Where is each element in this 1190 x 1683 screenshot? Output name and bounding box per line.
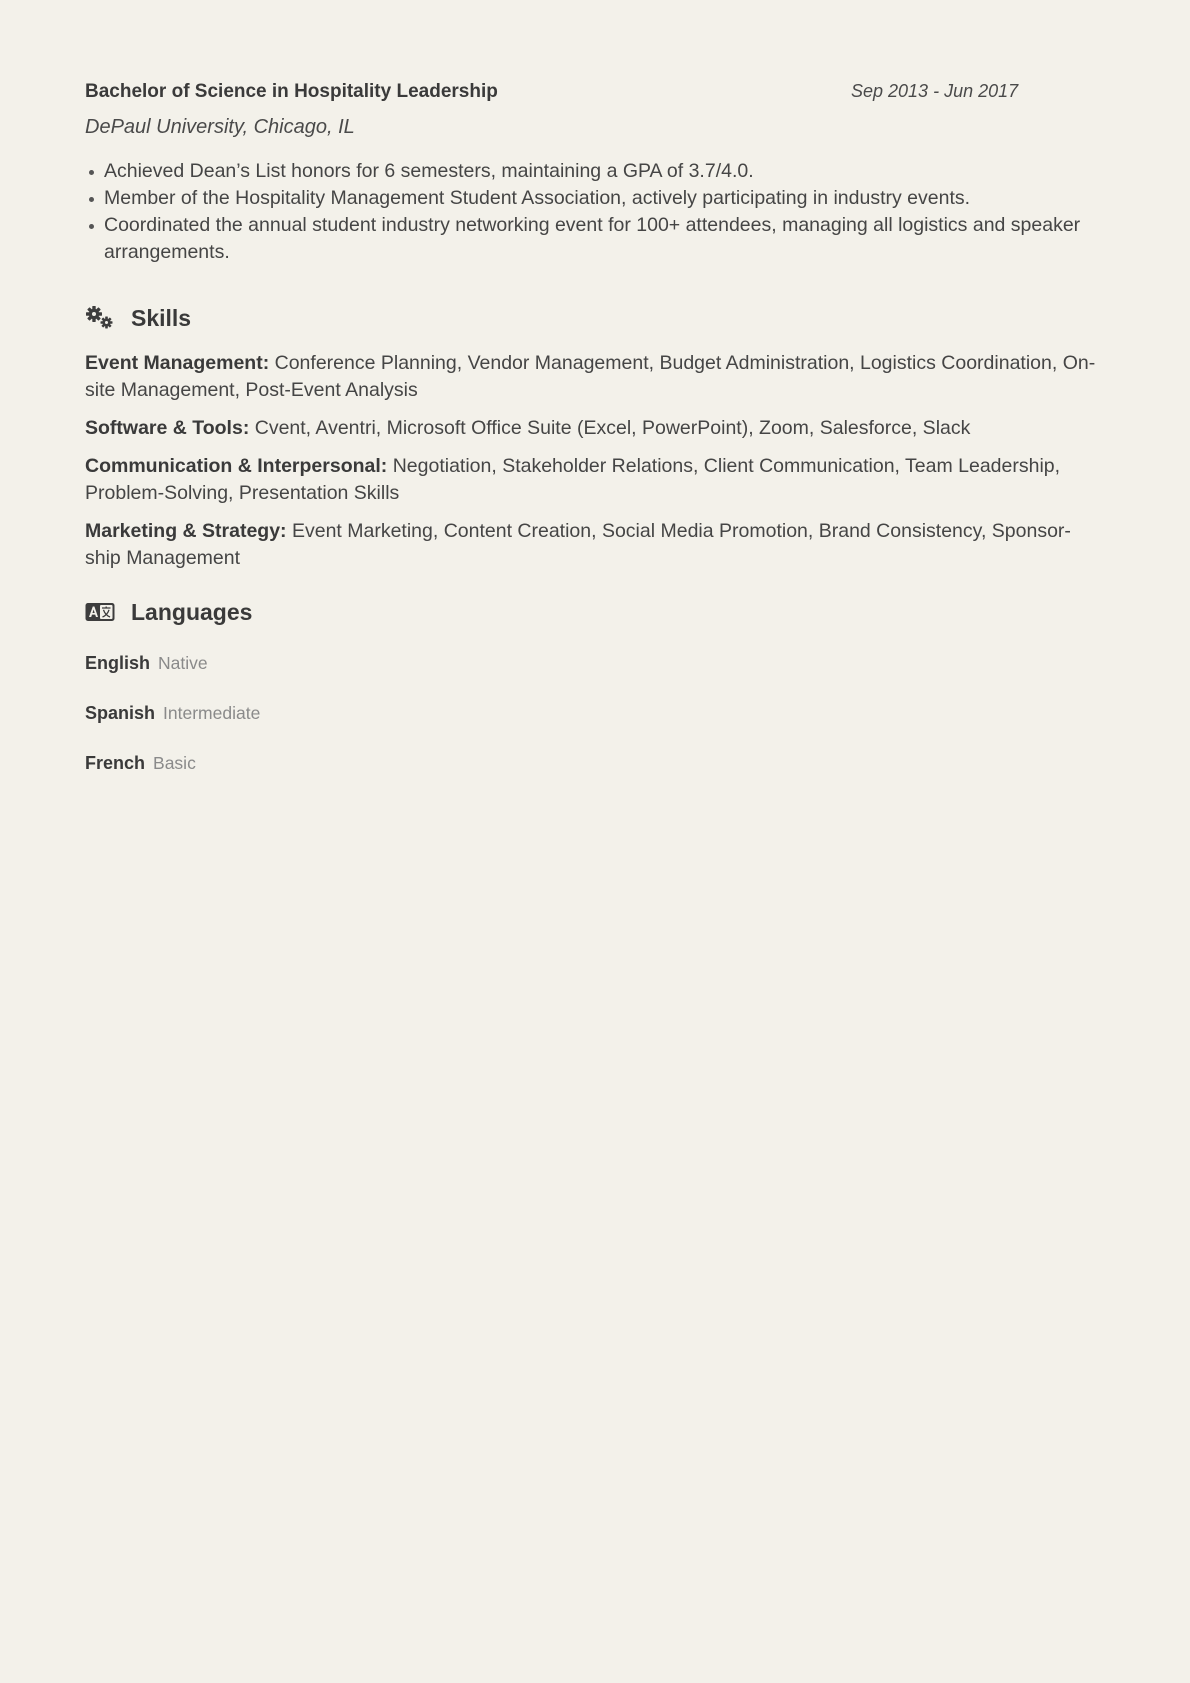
education-dates: Sep 2013 - Jun 2017 xyxy=(851,81,1019,101)
school-name: DePaul University, Chicago, IL xyxy=(85,116,355,138)
skill-row xyxy=(85,453,1105,507)
gears-icon xyxy=(85,305,115,331)
languages-list xyxy=(85,650,1105,776)
skill-category: Marketing & Strategy: xyxy=(85,520,287,542)
language-icon xyxy=(85,599,115,625)
language-name: French xyxy=(85,753,146,773)
resume-page xyxy=(85,78,1105,800)
language-item xyxy=(85,700,1105,726)
language-item xyxy=(85,650,1105,676)
education-bullets xyxy=(85,158,1105,266)
languages-heading xyxy=(85,596,1105,628)
languages-title: Languages xyxy=(131,598,253,625)
degree-title: Bachelor of Science in Hospitality Leadership xyxy=(85,81,498,102)
skill-items: Event Marketing, Content Creation, Social Media Promotion, Brand Consistency, Sponsor-ship Management xyxy=(85,520,1071,569)
language-item xyxy=(85,750,1105,776)
list-item: Coordinated the annual student industry networking event for 100+ attendees, managing all logistics and speaker arrangements. xyxy=(104,212,1105,266)
skills-title: Skills xyxy=(131,304,192,331)
skill-row xyxy=(85,350,1105,404)
skill-category: Communication & Interpersonal: xyxy=(85,455,388,477)
skill-row xyxy=(85,415,1105,442)
list-item: Achieved Dean’s List honors for 6 semesters, maintaining a GPA of 3.7/4.0. xyxy=(104,158,1105,185)
list-item: Member of the Hospitality Management Student Association, actively participating in industry events. xyxy=(104,185,1105,212)
skill-row xyxy=(85,518,1105,572)
education-entry xyxy=(85,78,1105,266)
skill-category: Event Management: xyxy=(85,352,270,374)
skill-items: Conference Planning, Vendor Management, Budget Administration, Logistics Coordination, On-site Management, Post-Event Analysis xyxy=(85,352,1096,401)
language-name: English xyxy=(85,653,151,673)
language-level: Basic xyxy=(153,753,196,773)
education-header xyxy=(85,78,1105,112)
language-name: Spanish xyxy=(85,703,156,723)
skills-heading xyxy=(85,302,1105,334)
language-level: Native xyxy=(158,653,208,673)
language-level: Intermediate xyxy=(163,703,261,723)
skill-items: Cvent, Aventri, Microsoft Office Suite (Excel, PowerPoint), Zoom, Salesforce, Slack xyxy=(254,417,971,439)
skill-category: Software & Tools: xyxy=(85,417,250,439)
skill-items: Negotiation, Stakeholder Relations, Client Communication, Team Leadership, Problem-Solving, Presentation Skills xyxy=(85,455,1061,504)
skills-list xyxy=(85,350,1105,572)
